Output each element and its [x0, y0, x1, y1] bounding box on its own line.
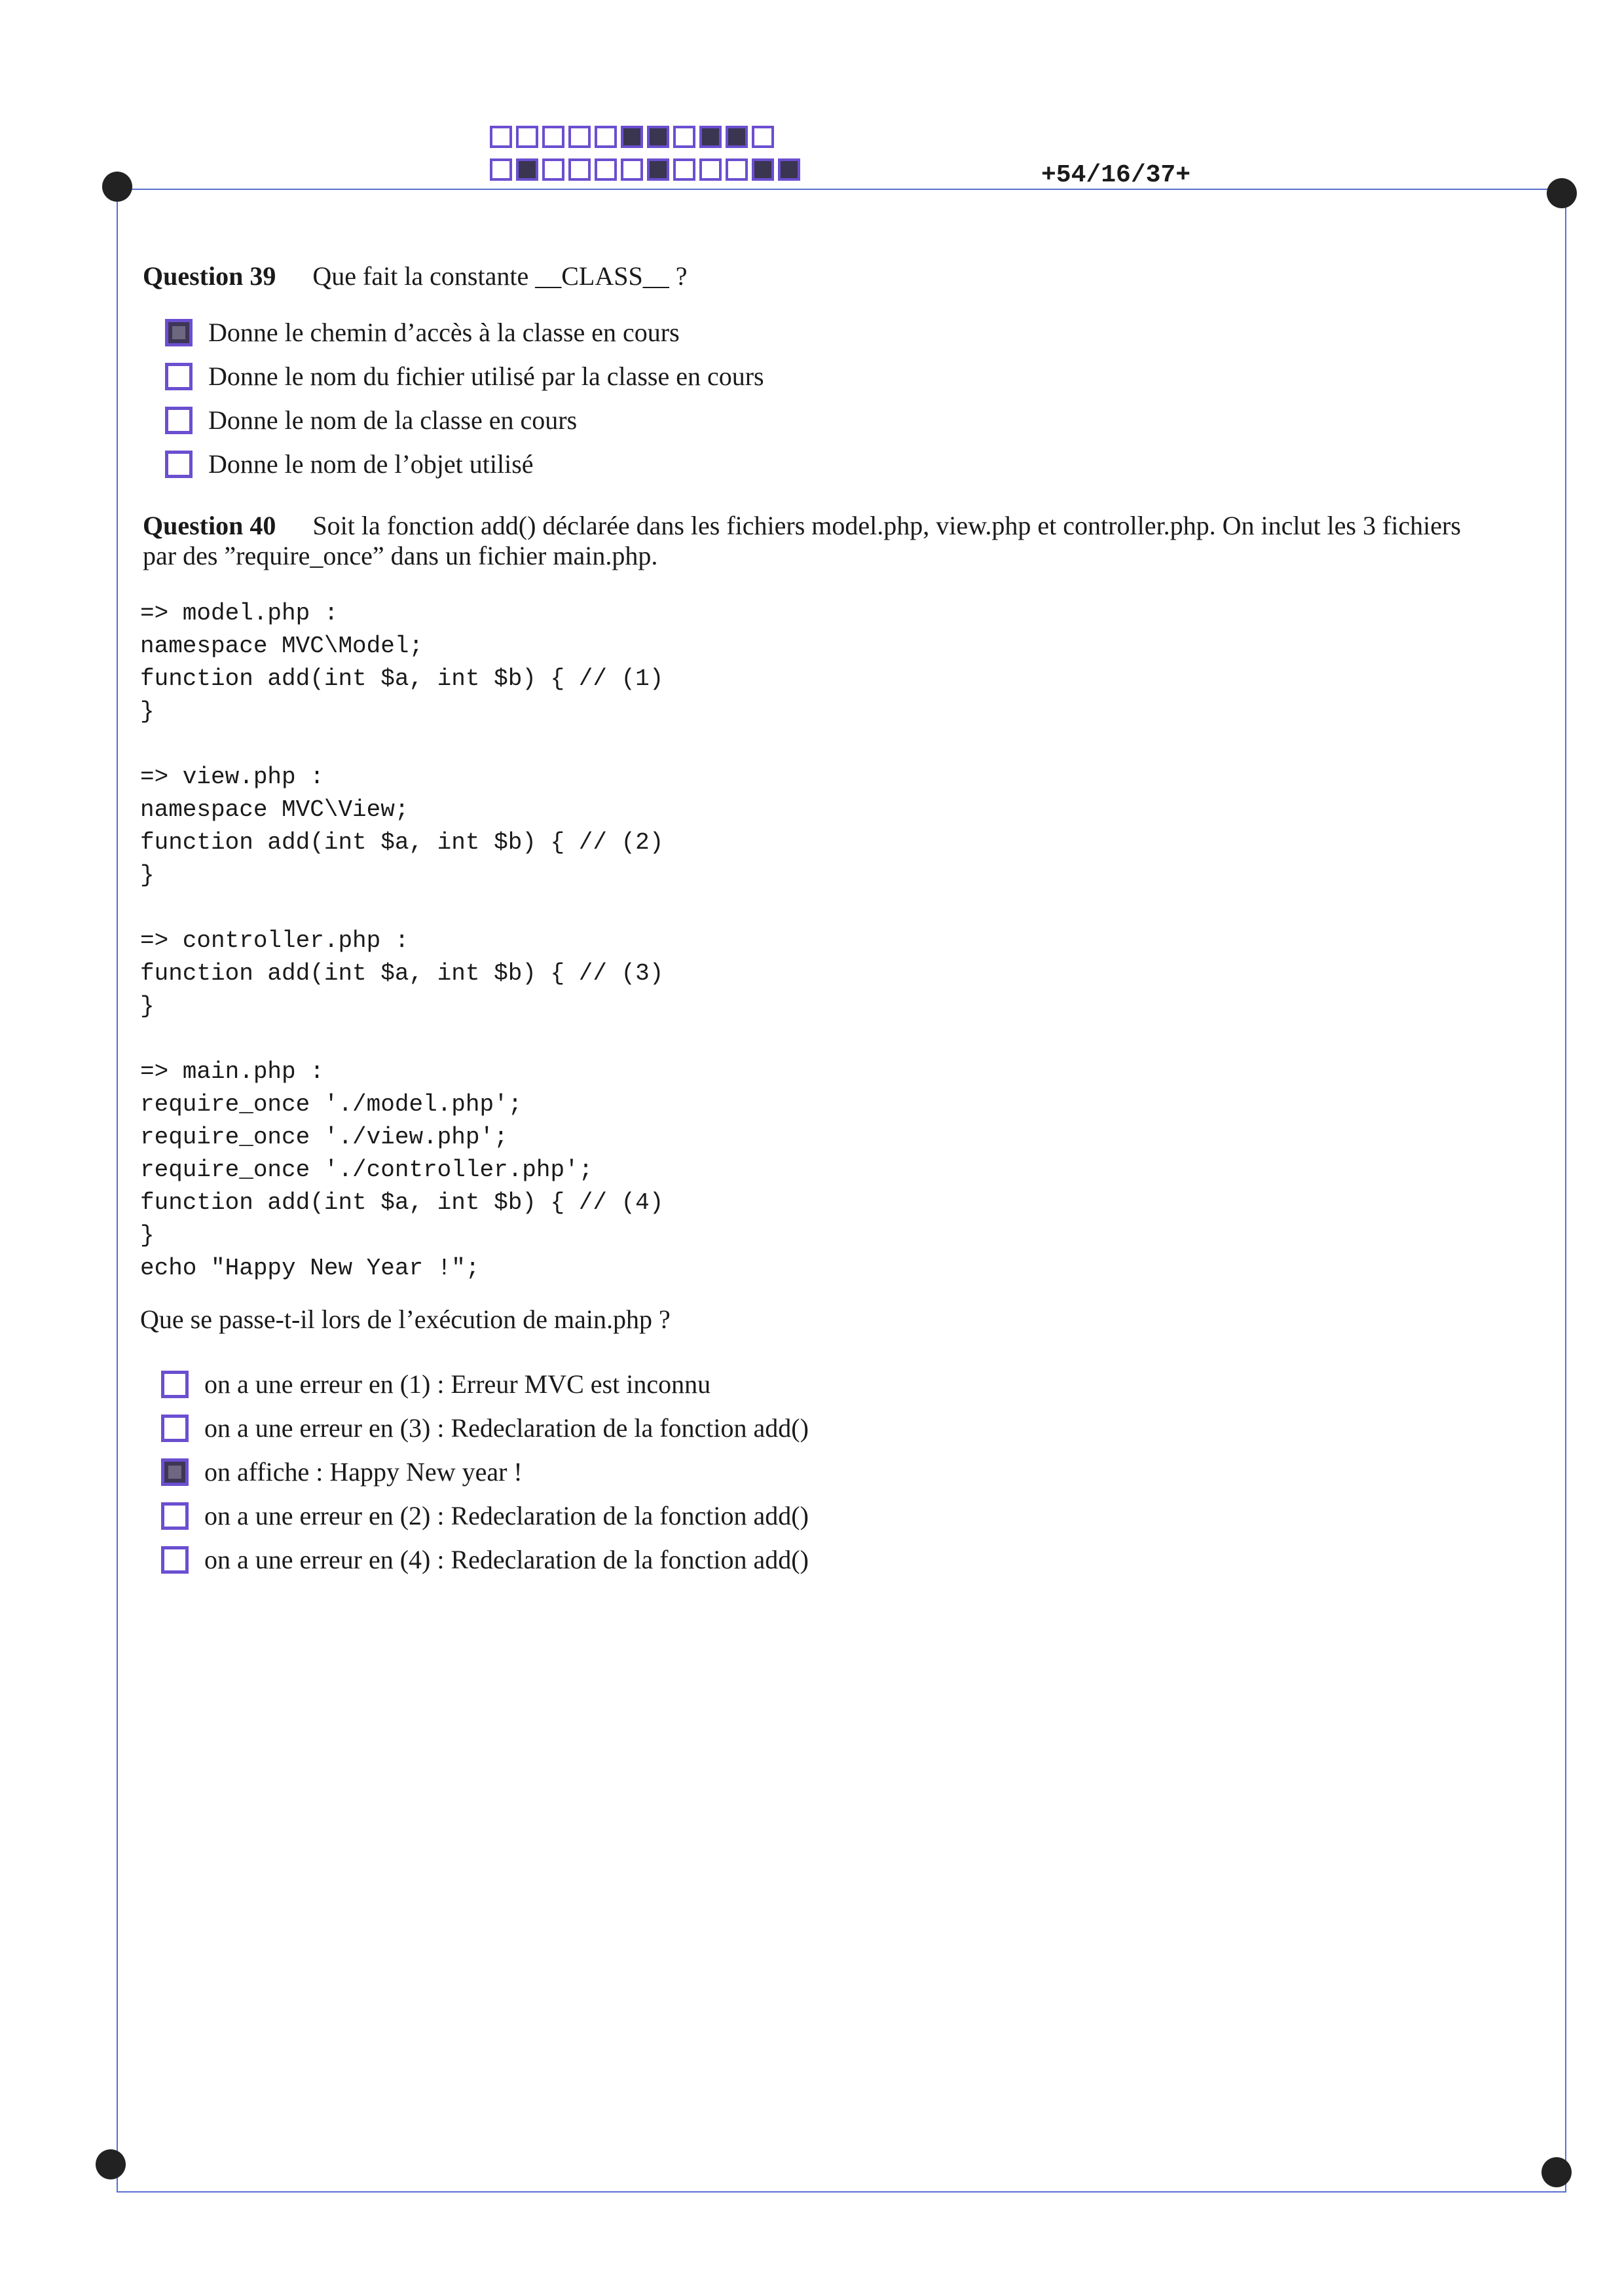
code-line: echo "Happy New Year !"; [140, 1255, 480, 1282]
answer-option[interactable] [161, 1544, 809, 1575]
answer-option[interactable] [165, 405, 577, 435]
id-marker-cell [699, 158, 722, 181]
id-marker-cell [568, 158, 591, 181]
id-marker-cell [542, 126, 564, 148]
checkbox-checked[interactable] [165, 319, 193, 346]
id-marker-cell [673, 158, 695, 181]
answer-label: on a une erreur en (4) : Redeclaration de la fonction add() [204, 1545, 809, 1574]
code-line: } [140, 862, 155, 889]
code-block [140, 597, 663, 1285]
code-line [140, 728, 663, 761]
code-line: => main.php : [140, 1058, 324, 1085]
id-marker-row-2 [490, 158, 804, 181]
question-39-header [143, 261, 687, 291]
id-marker-cell [568, 126, 591, 148]
answer-label: on a une erreur en (2) : Redeclaration de la fonction add() [204, 1501, 809, 1530]
id-marker-cell [647, 158, 669, 181]
code-line [140, 1023, 663, 1056]
code-line: function add(int $a, int $b) { // (4) [140, 1189, 664, 1216]
corner-mark-bottom-right [1541, 2157, 1572, 2187]
code-line: } [140, 698, 155, 725]
id-marker-cell [647, 126, 669, 148]
question-40-text-line2: par des ”require_once” dans un fichier main.php. [143, 541, 658, 570]
checkbox[interactable] [161, 1546, 189, 1574]
checkbox[interactable] [165, 363, 193, 390]
question-40-header [143, 511, 1544, 571]
code-line: function add(int $a, int $b) { // (2) [140, 829, 664, 856]
checkbox[interactable] [161, 1502, 189, 1530]
id-marker-cell [752, 158, 774, 181]
answer-option[interactable] [161, 1500, 809, 1531]
corner-mark-bottom-left [96, 2149, 126, 2179]
checkbox[interactable] [165, 451, 193, 478]
id-marker-cell [673, 126, 695, 148]
answer-option[interactable] [161, 1413, 809, 1443]
id-marker-cell [726, 126, 748, 148]
code-line: require_once './model.php'; [140, 1091, 523, 1118]
checkbox-checked[interactable] [161, 1458, 189, 1486]
question-39-label: Question 39 [143, 261, 276, 291]
id-marker-cell [490, 158, 512, 181]
answer-label: Donne le nom de la classe en cours [208, 405, 578, 435]
id-marker-cell [752, 126, 774, 148]
code-line: => view.php : [140, 764, 324, 790]
answer-label: Donne le nom du fichier utilisé par la classe en cours [208, 361, 764, 391]
id-marker-cell [621, 158, 643, 181]
code-line: => model.php : [140, 600, 339, 627]
id-marker-cell [490, 126, 512, 148]
id-marker-cell [726, 158, 748, 181]
id-marker-cell [595, 126, 617, 148]
id-marker-cell [699, 126, 722, 148]
answer-label: Donne le chemin d’accès à la classe en cours [208, 318, 680, 347]
code-line [140, 892, 663, 925]
id-marker-cell [778, 158, 800, 181]
checkbox[interactable] [161, 1371, 189, 1398]
checkbox[interactable] [161, 1415, 189, 1442]
code-line: namespace MVC\View; [140, 796, 409, 823]
checkbox[interactable] [165, 407, 193, 434]
question-39-text: Que fait la constante __CLASS__ ? [312, 261, 688, 291]
id-marker-cell [542, 158, 564, 181]
answer-option[interactable] [161, 1456, 523, 1487]
answer-option[interactable] [161, 1369, 710, 1399]
code-line: function add(int $a, int $b) { // (3) [140, 960, 664, 987]
answer-option[interactable] [165, 449, 534, 479]
id-marker-row-1 [490, 126, 778, 148]
answer-label: on a une erreur en (3) : Redeclaration de la fonction add() [204, 1413, 809, 1443]
id-marker-cell [595, 158, 617, 181]
question-40-prompt: Que se passe-t-il lors de l’exécution de main.php ? [140, 1305, 671, 1334]
answer-label: on affiche : Happy New year ! [204, 1457, 523, 1487]
answer-option[interactable] [165, 361, 764, 392]
id-marker-cell [621, 126, 643, 148]
question-40-label: Question 40 [143, 511, 276, 540]
answer-option[interactable] [165, 317, 680, 348]
answer-label: Donne le nom de l’objet utilisé [208, 449, 534, 479]
code-line: namespace MVC\Model; [140, 633, 424, 659]
code-line: require_once './view.php'; [140, 1124, 508, 1151]
id-marker-cell [516, 126, 538, 148]
code-line: => controller.php : [140, 927, 409, 954]
code-line: } [140, 1222, 155, 1249]
id-marker-cell [516, 158, 538, 181]
question-40-text-line1: Soit la fonction add() déclarée dans les fichiers model.php, view.php et controller.php. On inclut les 3 fichiers [312, 511, 1461, 540]
code-line: function add(int $a, int $b) { // (1) [140, 665, 664, 692]
code-line: require_once './controller.php'; [140, 1157, 593, 1183]
code-line: } [140, 993, 155, 1020]
corner-mark-top-right [1547, 178, 1577, 208]
page-code: +54/16/37+ [1041, 161, 1191, 189]
answer-label: on a une erreur en (1) : Erreur MVC est inconnu [204, 1369, 711, 1399]
corner-mark-top-left [102, 172, 132, 202]
